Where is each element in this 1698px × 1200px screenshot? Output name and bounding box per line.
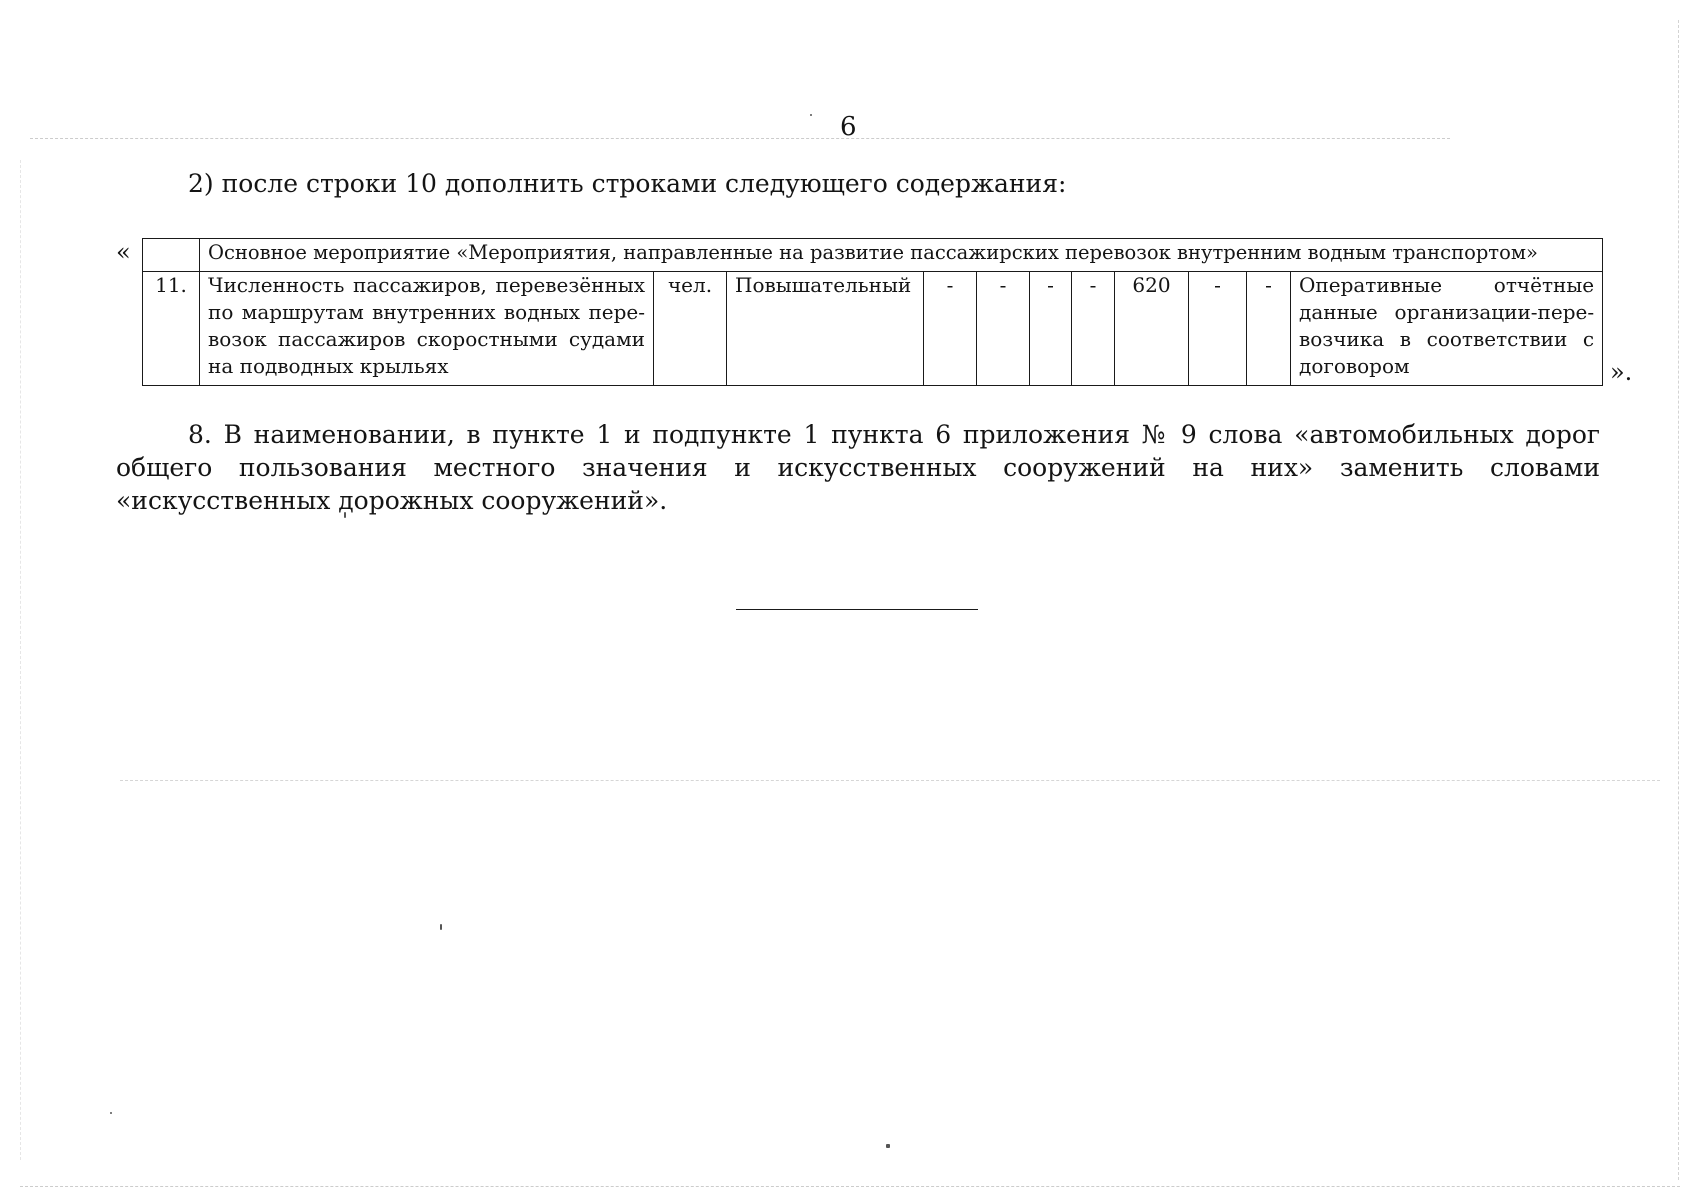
quote-close: ». xyxy=(1610,358,1633,386)
row-value: - xyxy=(1072,272,1115,386)
row-value: 620 xyxy=(1115,272,1189,386)
row-type: Повышательный xyxy=(727,272,924,386)
intro-text: 2) после строки 10 дополнить строками следующего содержания: xyxy=(188,169,1067,198)
scan-artifact-middle xyxy=(120,780,1660,781)
scan-artifact-bottom xyxy=(20,1186,1680,1187)
row-value: - xyxy=(977,272,1030,386)
scan-artifact-left xyxy=(20,160,21,1160)
scan-speck xyxy=(110,1112,112,1114)
row-number: 11. xyxy=(143,272,200,386)
row-value: - xyxy=(1247,272,1291,386)
quote-open: « xyxy=(116,238,131,266)
scan-artifact-top xyxy=(30,138,1450,139)
row-value: - xyxy=(1030,272,1072,386)
row-unit: чел. xyxy=(654,272,727,386)
row-indicator: Численность пассажиров, перевезённых по маршрутам внутренних водных пере-возок пассажиров скоростными судами на подводных крыльях xyxy=(200,272,654,386)
row-source: Оперативные отчётные данные организации-пере-возчика в соответствии с договором xyxy=(1291,272,1603,386)
header-main-event: Основное мероприятие «Мероприятия, направленные на развитие пассажирских перевозок внутренним водным транспортом» xyxy=(200,239,1603,272)
amendment-table xyxy=(142,238,1603,386)
row-value: - xyxy=(1189,272,1247,386)
row-value: - xyxy=(924,272,977,386)
paragraph-8: 8. В наименовании, в пункте 1 и подпункте 1 пункта 6 приложения № 9 слова «автомобильных дорог общего пользования местного значения и искусственных сооружений на них» заменить словами «искусственных дорожных сооружений». xyxy=(116,420,1600,515)
scan-speck xyxy=(886,1144,890,1148)
end-rule xyxy=(736,609,978,610)
scan-artifact-right xyxy=(1678,20,1679,1180)
table-header-row xyxy=(143,239,1603,272)
scan-speck xyxy=(810,114,812,116)
scan-speck xyxy=(440,924,442,930)
table-row xyxy=(143,272,1603,386)
page-number: 6 xyxy=(840,112,857,142)
header-empty-cell xyxy=(143,239,200,272)
